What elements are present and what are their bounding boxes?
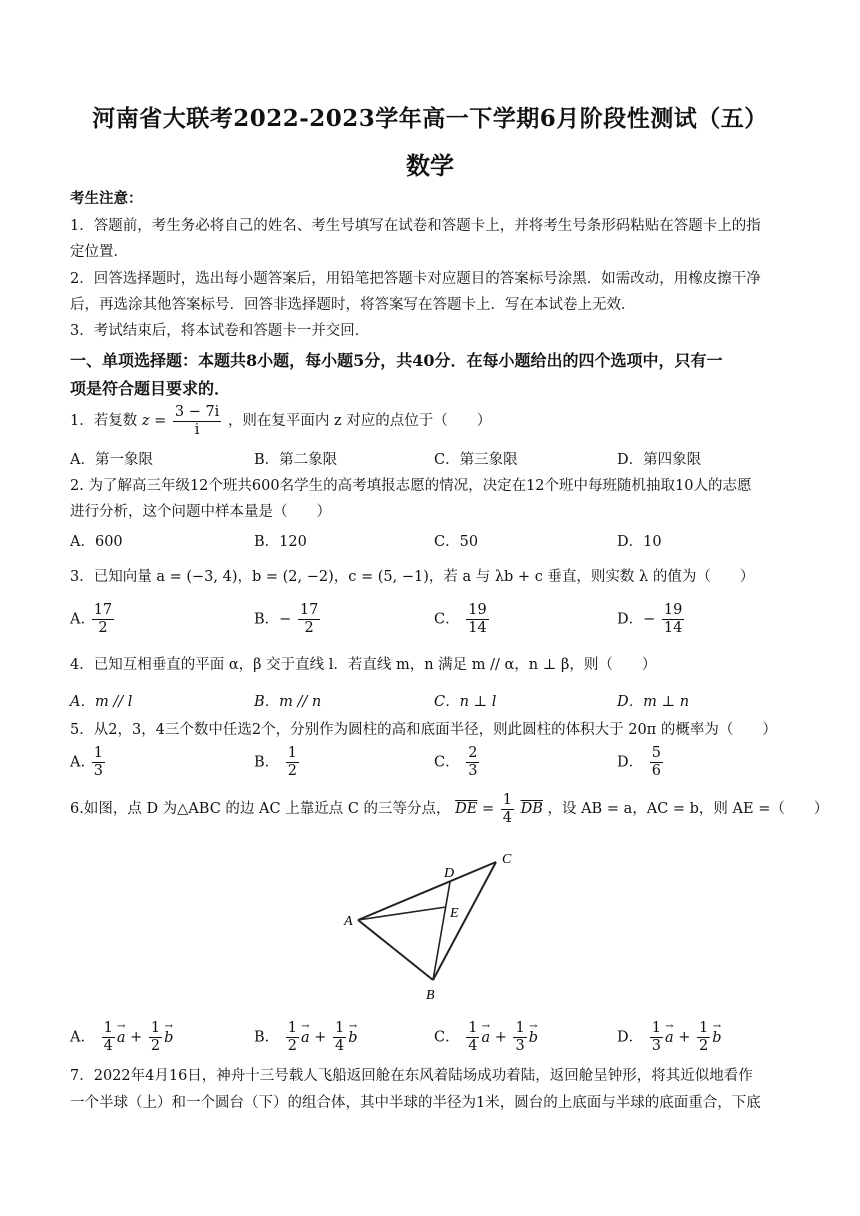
question-7-line1: 7．2022年4月16日，神舟十三号载人飞船返回舱在东风着陆场成功着陆，返回舱呈钟形，将其近似地看作 [70, 1068, 753, 1084]
q6-option-b [254, 1020, 358, 1055]
q6-a-d1: 4 [103, 1038, 113, 1054]
q3-d-den: 14 [663, 620, 683, 636]
question-5: 5．从2，3，4三个数中任选2个，分别作为圆柱的高和底面半径，则此圆柱的体积大于 20π 的概率为（ ） [70, 722, 777, 738]
q6-d-n1: 1 [651, 1020, 661, 1036]
q6-c-n1: 1 [468, 1020, 478, 1036]
q6-option-c [434, 1020, 538, 1055]
q5-a-num: 1 [93, 745, 103, 761]
q5-a-frac [92, 745, 105, 780]
q6-c-frac2 [513, 1020, 526, 1055]
q3-b-num: 17 [299, 602, 319, 618]
q4-option-c: C．n ⊥ l [434, 694, 497, 710]
question-1 [70, 402, 795, 440]
q2-option-c: C．50 [434, 534, 479, 550]
q6-b-plus: + [314, 1029, 327, 1046]
q1-option-a: A．第一象限 [70, 452, 153, 468]
q5-option-a [70, 745, 107, 780]
q3-option-a [70, 602, 116, 637]
question-4: 4．已知互相垂直的平面 α，β 交于直线 l．若直线 m，n 满足 m // α，n ⊥ β，则（ ） [70, 657, 657, 673]
q6-eq: = [481, 801, 499, 817]
label-b: B [426, 988, 435, 1003]
question-6 [70, 790, 829, 828]
q1-den: i [194, 421, 200, 438]
q6-c-vec-a: → a [481, 1029, 490, 1047]
q6-frac [501, 792, 514, 827]
q3-b-frac [298, 602, 320, 637]
q1-option-d: D．第四象限 [617, 452, 702, 468]
question-7-line2: 一个半球（上）和一个圆台（下）的组合体，其中半球的半径为1米，圆台的上底面与半球的底面重合，下底 [70, 1095, 761, 1111]
note-2b: 后，再选涂其他答案标号．回答非选择题时，将答案写在答题卡上．写在本试卷上无效． [70, 297, 636, 313]
q3-a-frac [92, 602, 114, 637]
q6-d-d1: 3 [651, 1038, 661, 1054]
q3-c-label: C． [434, 611, 460, 628]
triangle-figure [338, 845, 528, 1005]
q6-a-frac2 [149, 1020, 162, 1055]
q5-b-num: 1 [287, 745, 297, 761]
q1-post: ，则在复平面内 z 对应的点位于（ ） [227, 413, 492, 429]
q5-c-frac [466, 745, 479, 780]
q6-d-frac1 [650, 1020, 663, 1055]
section-heading-line2: 项是符合题目要求的． [70, 379, 231, 398]
notes-heading: 考生注意： [70, 190, 143, 207]
q3-option-c [434, 602, 491, 637]
q5-c-num: 2 [468, 745, 478, 761]
q4-option-b: B．m // n [254, 694, 322, 710]
subject-title: 数学 [406, 151, 454, 180]
q1-option-c: C．第三象限 [434, 452, 518, 468]
q3-c-num: 19 [468, 602, 487, 618]
q6-vec-de: $\overline{DE}$ [455, 801, 478, 817]
q6-frac-num: 1 [502, 791, 512, 808]
label-e: E [450, 906, 459, 921]
q6-c-vec-b: → b [529, 1029, 538, 1047]
q1-z: z = [141, 413, 167, 429]
q5-c-label: C． [434, 754, 460, 771]
q3-d-frac [662, 602, 684, 637]
section-heading-line1: 一、单项选择题：本题共8小题，每小题5分，共40分．在每小题给出的四个选项中，只有一 [70, 351, 723, 370]
q6-b-d2: 4 [335, 1038, 345, 1054]
q6-d-n2: 1 [699, 1020, 709, 1036]
q6-b-label: B． [254, 1029, 280, 1046]
q5-a-den: 3 [93, 763, 103, 779]
q3-d-num: 19 [663, 602, 683, 618]
q5-b-frac [286, 745, 299, 780]
q6-c-label: C． [434, 1029, 460, 1046]
q6-c-d1: 4 [468, 1038, 478, 1054]
q5-d-den: 6 [651, 763, 661, 779]
q1-fraction [173, 404, 221, 439]
q3-option-b [254, 602, 322, 637]
edge-ab [358, 920, 433, 980]
q6-d-label: D． [617, 1029, 644, 1046]
label-d: D [444, 866, 455, 881]
q1-num: 3 − 7i [174, 403, 220, 420]
q1-option-b: B．第二象限 [254, 452, 338, 468]
q5-b-den: 2 [287, 763, 297, 779]
q6-b-frac2 [333, 1020, 346, 1055]
q6-option-d [617, 1020, 722, 1055]
exam-title: 河南省大联考2022-2023学年高一下学期6月阶段性测试（五） [92, 105, 768, 132]
q2-option-d: D．10 [617, 534, 662, 550]
q5-option-c [434, 745, 481, 780]
q2-option-b: B．120 [254, 534, 307, 550]
q3-c-den: 14 [468, 620, 487, 636]
q6-c-d2: 3 [515, 1038, 525, 1054]
label-c: C [502, 852, 512, 867]
q3-option-d [617, 602, 686, 637]
q5-d-frac [650, 745, 663, 780]
q6-a-n2: 1 [150, 1020, 161, 1036]
q6-b-frac1 [286, 1020, 299, 1055]
q4-option-d: D．m ⊥ n [617, 694, 690, 710]
question-3: 3．已知向量 a = (−3, 4)，b = (2, −2)，c = (5, −1)，若 a 与 λb + c 垂直，则实数 λ 的值为（ ） [70, 569, 755, 585]
q6-c-n2: 1 [515, 1020, 525, 1036]
q6-a-label: A． [70, 1029, 95, 1046]
q3-d-label: D．− [617, 611, 656, 628]
q6-d-d2: 2 [699, 1038, 709, 1054]
q6-b-n2: 1 [335, 1020, 345, 1036]
edge-ac [358, 862, 496, 920]
q6-d-vec-a: → a [665, 1029, 674, 1047]
question-2-line2: 进行分析，这个问题中样本量是（ ） [70, 504, 331, 520]
q6-b-n1: 1 [287, 1020, 297, 1036]
q6-a-vec-b: → b [164, 1029, 173, 1047]
q3-a-den: 2 [98, 620, 108, 636]
q6-d-plus: + [678, 1029, 691, 1046]
q4-option-a: A．m // l [70, 694, 133, 710]
q6-a-vec-a: → a [117, 1029, 126, 1047]
q6-pre: 6.如图，点 D 为△ABC 的边 AC 上靠近点 C 的三等分点， [70, 801, 451, 817]
q6-b-d1: 2 [287, 1038, 297, 1054]
q6-mid: ，设 AB = a，AC = b，则 AE =（ ） [547, 801, 829, 817]
note-1b: 定位置． [70, 244, 128, 260]
note-1a: 1．答题前，考生务必将自己的姓名、考生号填写在试卷和答题卡上，并将考生号条形码粘贴在答题卡上的指 [70, 218, 761, 234]
q5-d-label: D． [617, 754, 644, 771]
q6-d-frac2 [697, 1020, 710, 1055]
note-2a: 2．回答选择题时，选出每小题答案后，用铅笔把答题卡对应题目的答案标号涂黑．如需改动，用橡皮擦干净 [70, 271, 761, 287]
q5-a-label: A. [70, 754, 86, 771]
label-a: A [344, 914, 353, 929]
q2-option-a: A．600 [70, 534, 123, 550]
q6-c-frac1 [466, 1020, 479, 1055]
q5-d-num: 5 [651, 745, 661, 761]
q6-c-plus: + [494, 1029, 507, 1046]
q3-b-label: B．− [254, 611, 292, 628]
q6-a-d2: 2 [150, 1038, 161, 1054]
q6-frac-den: 4 [502, 809, 512, 826]
q1-pre: 1．若复数 [70, 413, 138, 429]
q6-b-vec-b: → b [348, 1029, 357, 1047]
q3-c-frac [466, 602, 488, 637]
q6-d-vec-b: → b [712, 1029, 721, 1047]
q6-a-plus: + [130, 1029, 143, 1046]
q3-a-num: 17 [93, 602, 113, 618]
q3-b-den: 2 [304, 620, 314, 636]
q6-a-frac1 [102, 1020, 115, 1055]
question-2-line1: 2. 为了解高三年级12个班共600名学生的高考填报志愿的情况，决定在12个班中每班随机抽取10人的志愿 [70, 478, 752, 494]
q6-option-a [70, 1020, 173, 1055]
q5-option-b [254, 745, 301, 780]
q6-vec-db: $\overline{DB}$ [520, 801, 543, 817]
q3-a-label: A. [70, 611, 86, 628]
note-3: 3．考试结束后，将本试卷和答题卡一并交回． [70, 323, 370, 339]
q6-a-n1: 1 [103, 1020, 113, 1036]
q5-c-den: 3 [468, 763, 478, 779]
q5-b-label: B． [254, 754, 280, 771]
q5-option-d [617, 745, 665, 780]
q6-b-vec-a: → a [301, 1029, 310, 1047]
